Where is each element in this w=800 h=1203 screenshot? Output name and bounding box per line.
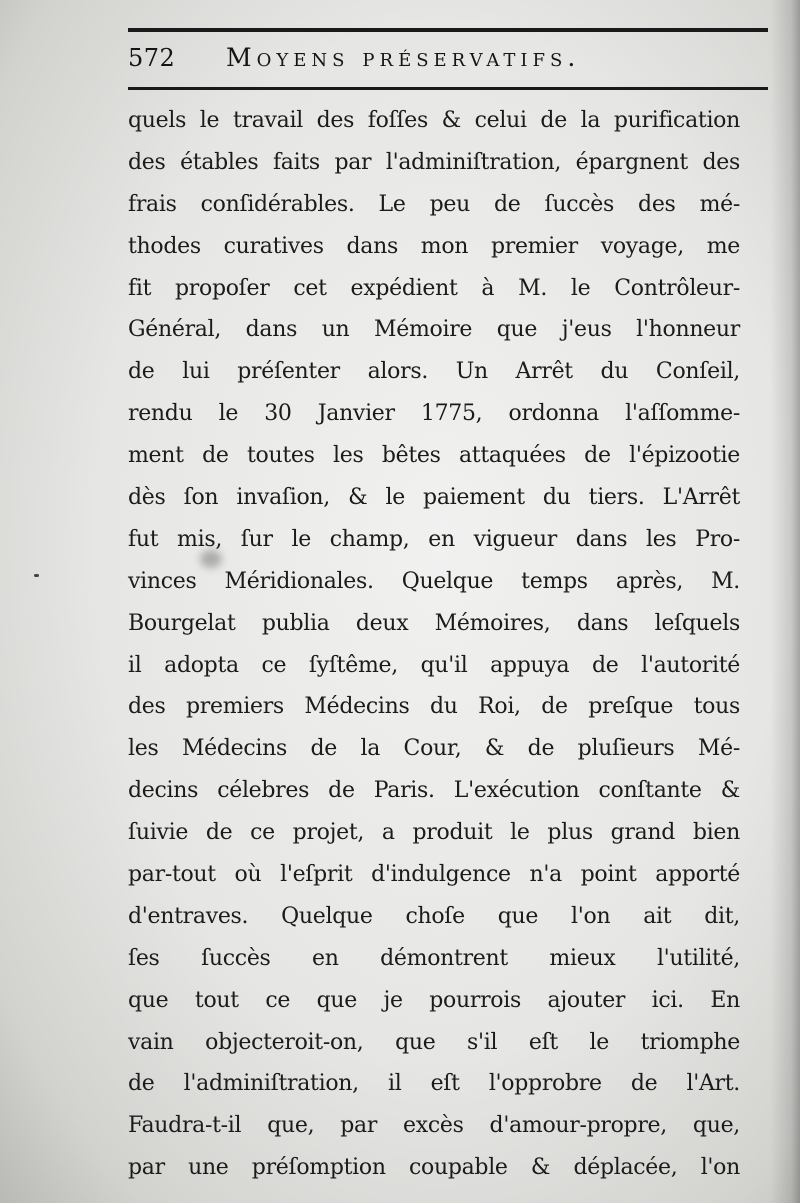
text-line: Bourgelat publia deux Mémoires, dans leſquels	[128, 610, 740, 636]
body-text	[128, 100, 740, 1189]
text-line: dès ſon invaſion, & le paiement du tiers. L'Arrêt	[128, 485, 740, 511]
text-line: Général, dans un Mémoire que j'eus l'honneur	[128, 317, 740, 343]
text-line: des premiers Médecins du Roi, de preſque tous	[128, 694, 740, 720]
text-line: fit propoſer cet expédient à M. le Contrôleur-	[128, 275, 740, 301]
page-edge-shadow	[770, 0, 800, 1203]
text-line: thodes curatives dans mon premier voyage, me	[128, 233, 740, 259]
text-line: les Médecins de la Cour, & de pluſieurs Mé-	[128, 736, 740, 762]
running-head: Moyens préservatifs.	[226, 43, 581, 72]
text-line: quels le travail des foſſes & celui de la purification	[128, 108, 740, 133]
text-line: vinces Méridionales. Quelque temps après, M.	[128, 568, 740, 594]
text-line: fut mis, ſur le champ, en vigueur dans les Pro-	[128, 526, 740, 552]
text-line: ſuivie de ce projet, a produit le plus grand bien	[128, 820, 740, 846]
text-line: de lui préſenter alors. Un Arrêt du Conſeil,	[128, 359, 740, 385]
margin-mark	[34, 574, 39, 577]
text-line: de l'adminiſtration, il eſt l'opprobre de l'Art.	[128, 1071, 740, 1097]
text-line: vain objecteroit-on, que s'il eſt le triomphe	[128, 1029, 740, 1055]
text-line: rendu le 30 Janvier 1775, ordonna l'aſſomme-	[128, 401, 740, 427]
text-line: decins célebres de Paris. L'exécution conſtante &	[128, 778, 740, 804]
text-line: d'entraves. Quelque choſe que l'on ait dit,	[128, 903, 740, 929]
header-bottom-rule	[128, 87, 768, 90]
text-line: frais conſidérables. Le peu de ſuccès des mé-	[128, 191, 740, 217]
text-line: Faudra-t-il que, par excès d'amour-propre, que,	[128, 1113, 740, 1139]
page-number: 572	[128, 44, 176, 72]
text-line: ment de toutes les bêtes attaquées de l'épizootie	[128, 443, 740, 469]
text-line: il adopta ce ſyſtême, qu'il appuya de l'autorité	[128, 652, 740, 678]
text-line: ſes ſuccès en démontrent mieux l'utilité,	[128, 945, 740, 971]
page-header	[128, 36, 768, 82]
header-top-rule	[128, 28, 768, 32]
text-line: des étables faits par l'adminiſtration, épargnent des	[128, 149, 740, 175]
text-line: que tout ce que je pourrois ajouter ici. En	[128, 987, 740, 1013]
text-line: par une préſomption coupable & déplacée, l'on	[128, 1155, 740, 1181]
paper-stain	[200, 550, 222, 568]
text-line: par-tout où l'eſprit d'indulgence n'a point apporté	[128, 862, 740, 888]
